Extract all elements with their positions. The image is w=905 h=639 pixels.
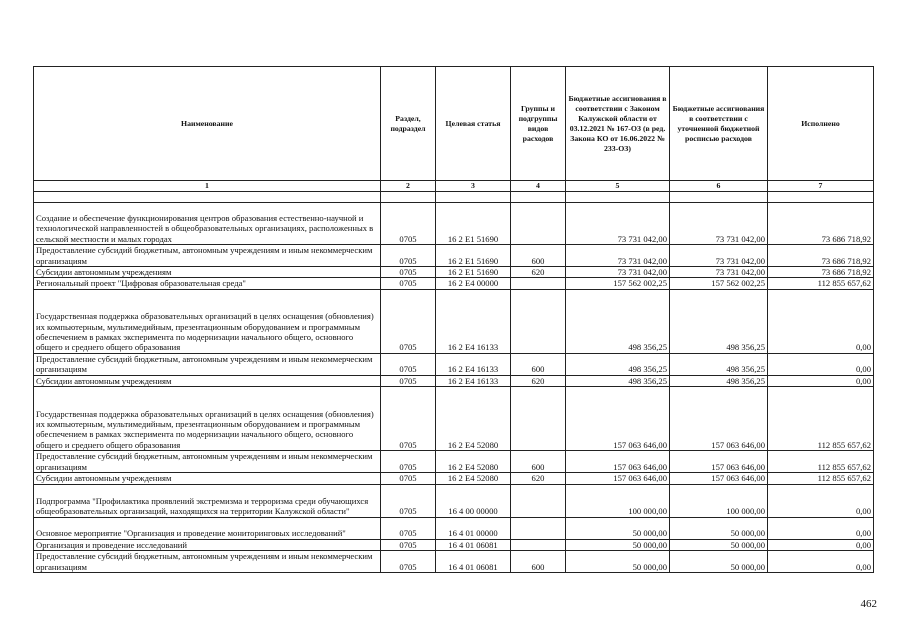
- row-article: 16 2 E1 51690: [436, 267, 511, 278]
- row-schedule-amount: 73 731 042,00: [670, 245, 768, 267]
- row-name: Создание и обеспечение функционирования центров образования естественно-научной и технологической направленностей в общеобразовательных организациях, расположенных в сельской местности и малых городах: [34, 203, 381, 245]
- table-row: [34, 551, 874, 573]
- row-law-amount: 73 731 042,00: [566, 267, 670, 278]
- row-group: [511, 203, 566, 245]
- table-row: [34, 451, 874, 473]
- table-row: [34, 517, 874, 539]
- row-group: [511, 289, 566, 353]
- column-number: 4: [511, 181, 566, 192]
- row-article: 16 4 00 00000: [436, 484, 511, 517]
- row-article: 16 2 E4 52080: [436, 473, 511, 484]
- row-article: 16 2 E4 52080: [436, 387, 511, 451]
- row-section: 0705: [381, 278, 436, 289]
- row-law-amount: 157 063 646,00: [566, 451, 670, 473]
- row-executed-amount: 73 686 718,92: [768, 245, 874, 267]
- column-header-group: Группы и подгруппы видов расходов: [511, 67, 566, 181]
- row-executed-amount: 112 855 657,62: [768, 451, 874, 473]
- row-schedule-amount: 498 356,25: [670, 375, 768, 386]
- row-section: 0705: [381, 484, 436, 517]
- table-row: [34, 473, 874, 484]
- row-section: 0705: [381, 289, 436, 353]
- row-article: 16 4 01 06081: [436, 551, 511, 573]
- row-name: Предоставление субсидий бюджетным, автономным учреждениям и иным некоммерческим организациям: [34, 245, 381, 267]
- spacer-row: [34, 192, 874, 203]
- row-executed-amount: 0,00: [768, 484, 874, 517]
- row-article: 16 2 E4 52080: [436, 451, 511, 473]
- row-schedule-amount: 50 000,00: [670, 551, 768, 573]
- row-name: Предоставление субсидий бюджетным, автономным учреждениям и иным некоммерческим организациям: [34, 551, 381, 573]
- row-schedule-amount: 73 731 042,00: [670, 267, 768, 278]
- row-group: 620: [511, 267, 566, 278]
- row-section: 0705: [381, 375, 436, 386]
- table-row: [34, 484, 874, 517]
- row-executed-amount: 0,00: [768, 539, 874, 550]
- row-article: 16 2 E4 16133: [436, 353, 511, 375]
- column-number: 7: [768, 181, 874, 192]
- row-group: 620: [511, 473, 566, 484]
- row-name: Основное мероприятие "Организация и проведение мониторинговых исследований": [34, 517, 381, 539]
- row-schedule-amount: 157 063 646,00: [670, 451, 768, 473]
- table-row: [34, 203, 874, 245]
- row-law-amount: 100 000,00: [566, 484, 670, 517]
- row-schedule-amount: 73 731 042,00: [670, 203, 768, 245]
- header-row: [34, 67, 874, 181]
- column-header-executed: Исполнено: [768, 67, 874, 181]
- column-number-row: [34, 181, 874, 192]
- row-executed-amount: 0,00: [768, 517, 874, 539]
- row-law-amount: 157 063 646,00: [566, 387, 670, 451]
- row-section: 0705: [381, 551, 436, 573]
- row-law-amount: 157 562 002,25: [566, 278, 670, 289]
- row-law-amount: 157 063 646,00: [566, 473, 670, 484]
- row-schedule-amount: 157 063 646,00: [670, 387, 768, 451]
- table-row: [34, 387, 874, 451]
- row-law-amount: 498 356,25: [566, 375, 670, 386]
- table-row: [34, 278, 874, 289]
- row-section: 0705: [381, 245, 436, 267]
- row-group: [511, 539, 566, 550]
- column-number: 3: [436, 181, 511, 192]
- row-law-amount: 73 731 042,00: [566, 203, 670, 245]
- table-row: [34, 289, 874, 353]
- row-law-amount: 498 356,25: [566, 353, 670, 375]
- row-executed-amount: 0,00: [768, 353, 874, 375]
- table-row: [34, 539, 874, 550]
- row-law-amount: 498 356,25: [566, 289, 670, 353]
- row-schedule-amount: 498 356,25: [670, 289, 768, 353]
- column-header-name: Наименование: [34, 67, 381, 181]
- row-schedule-amount: 157 063 646,00: [670, 473, 768, 484]
- column-header-article: Целевая статья: [436, 67, 511, 181]
- row-name: Подпрограмма "Профилактика проявлений экстремизма и терроризма среди обучающихся общеобразовательных организаций, находящихся на территории Калужской области": [34, 484, 381, 517]
- column-number: 6: [670, 181, 768, 192]
- row-section: 0705: [381, 203, 436, 245]
- row-executed-amount: 112 855 657,62: [768, 387, 874, 451]
- row-executed-amount: 0,00: [768, 375, 874, 386]
- row-executed-amount: 0,00: [768, 289, 874, 353]
- row-article: 16 2 E4 16133: [436, 375, 511, 386]
- row-article: 16 4 01 06081: [436, 539, 511, 550]
- row-law-amount: 50 000,00: [566, 539, 670, 550]
- column-number: 1: [34, 181, 381, 192]
- row-name: Государственная поддержка образовательных организаций в целях оснащения (обновления) их компьютерным, мультимедийным, презентационным оборудованием и программным обеспечением в рамках эксперимента по модернизации начального общего, основного общего и среднего общего образования: [34, 289, 381, 353]
- budget-table: [33, 66, 874, 573]
- row-group: 600: [511, 353, 566, 375]
- row-section: 0705: [381, 451, 436, 473]
- table-row: [34, 267, 874, 278]
- row-group: 620: [511, 375, 566, 386]
- page-number: 462: [860, 598, 877, 610]
- column-number: 5: [566, 181, 670, 192]
- row-group: 600: [511, 551, 566, 573]
- row-article: 16 2 E4 00000: [436, 278, 511, 289]
- column-header-schedule-allocations: Бюджетные ассигнования в соответствии с уточненной бюджетной росписью расходов: [670, 67, 768, 181]
- row-group: [511, 517, 566, 539]
- row-name: Предоставление субсидий бюджетным, автономным учреждениям и иным некоммерческим организациям: [34, 353, 381, 375]
- row-executed-amount: 112 855 657,62: [768, 473, 874, 484]
- row-article: 16 4 01 00000: [436, 517, 511, 539]
- table-row: [34, 245, 874, 267]
- row-executed-amount: 112 855 657,62: [768, 278, 874, 289]
- row-group: [511, 387, 566, 451]
- row-law-amount: 50 000,00: [566, 551, 670, 573]
- row-group: [511, 278, 566, 289]
- row-law-amount: 50 000,00: [566, 517, 670, 539]
- row-schedule-amount: 50 000,00: [670, 539, 768, 550]
- column-header-law-allocations: Бюджетные ассигнования в соответствии с Законом Калужской области от 03.12.2021 № 167-ОЗ (в ред. Закона КО от 16.06.2022 № 233-ОЗ): [566, 67, 670, 181]
- column-header-section: Раздел, подраздел: [381, 67, 436, 181]
- row-law-amount: 73 731 042,00: [566, 245, 670, 267]
- row-executed-amount: 0,00: [768, 551, 874, 573]
- row-schedule-amount: 157 562 002,25: [670, 278, 768, 289]
- row-name: Государственная поддержка образовательных организаций в целях оснащения (обновления) их компьютерным, мультимедийным, презентационным оборудованием и программным обеспечением в рамках эксперимента по модернизации начального общего, основного общего и среднего общего образования: [34, 387, 381, 451]
- table-row: [34, 375, 874, 386]
- row-schedule-amount: 498 356,25: [670, 353, 768, 375]
- row-section: 0705: [381, 353, 436, 375]
- row-name: Предоставление субсидий бюджетным, автономным учреждениям и иным некоммерческим организациям: [34, 451, 381, 473]
- row-section: 0705: [381, 539, 436, 550]
- row-name: Субсидии автономным учреждениям: [34, 375, 381, 386]
- row-article: 16 2 E1 51690: [436, 245, 511, 267]
- row-section: 0705: [381, 387, 436, 451]
- row-schedule-amount: 50 000,00: [670, 517, 768, 539]
- row-name: Организация и проведение исследований: [34, 539, 381, 550]
- row-section: 0705: [381, 517, 436, 539]
- row-name: Региональный проект "Цифровая образовательная среда": [34, 278, 381, 289]
- row-executed-amount: 73 686 718,92: [768, 267, 874, 278]
- table-row: [34, 353, 874, 375]
- row-section: 0705: [381, 473, 436, 484]
- row-article: 16 2 E4 16133: [436, 289, 511, 353]
- row-name: Субсидии автономным учреждениям: [34, 473, 381, 484]
- row-group: [511, 484, 566, 517]
- row-schedule-amount: 100 000,00: [670, 484, 768, 517]
- row-executed-amount: 73 686 718,92: [768, 203, 874, 245]
- row-section: 0705: [381, 267, 436, 278]
- row-group: 600: [511, 451, 566, 473]
- row-article: 16 2 E1 51690: [436, 203, 511, 245]
- row-group: 600: [511, 245, 566, 267]
- column-number: 2: [381, 181, 436, 192]
- row-name: Субсидии автономным учреждениям: [34, 267, 381, 278]
